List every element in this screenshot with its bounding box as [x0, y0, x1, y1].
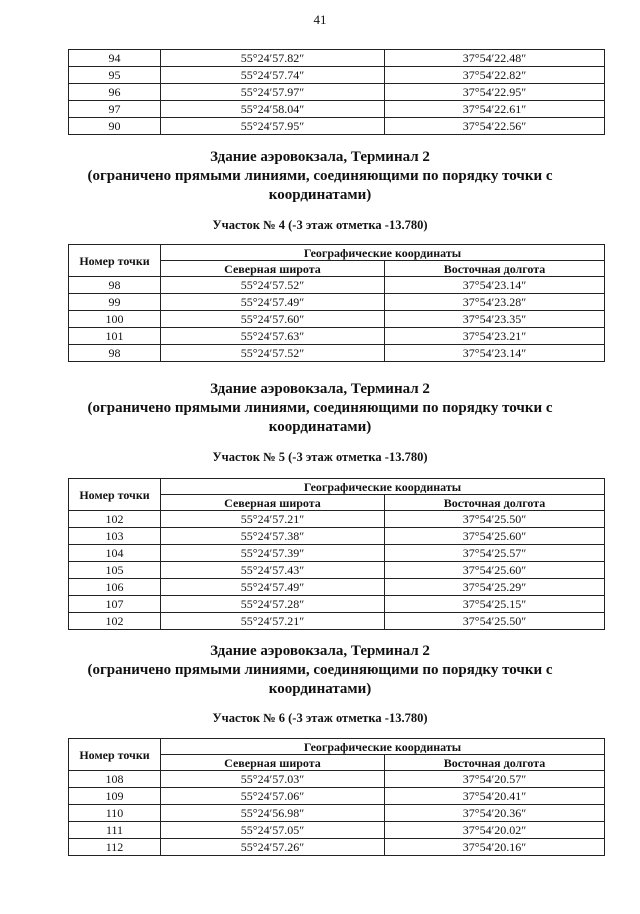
latitude-cell: 55°24′57.95″: [161, 118, 385, 135]
latitude-cell: 55°24′57.21″: [161, 511, 385, 528]
table-row: [69, 596, 605, 613]
heading-line: (ограничено прямыми линиями, соединяющими по порядку точки с: [87, 662, 553, 678]
section-subheading: Участок № 6 (-3 этаж отметка -13.780): [212, 711, 428, 725]
column-header-latitude: Северная широта: [161, 261, 385, 277]
table-row: [69, 101, 605, 118]
latitude-cell: 55°24′57.43″: [161, 562, 385, 579]
table-row: [69, 84, 605, 101]
point-number-cell: 103: [69, 528, 161, 545]
column-header-longitude: Восточная долгота: [385, 261, 605, 277]
column-header-coordinates: Географические координаты: [161, 479, 605, 495]
section-heading: [60, 642, 580, 699]
point-number-cell: 102: [69, 613, 161, 630]
longitude-cell: 37°54′23.14″: [385, 277, 605, 294]
point-number-cell: 95: [69, 67, 161, 84]
longitude-cell: 37°54′25.60″: [385, 562, 605, 579]
longitude-cell: 37°54′22.61″: [385, 101, 605, 118]
point-number-cell: 94: [69, 50, 161, 67]
table-row: [69, 294, 605, 311]
point-number-cell: 112: [69, 839, 161, 856]
latitude-cell: 55°24′57.03″: [161, 771, 385, 788]
latitude-cell: 55°24′57.39″: [161, 545, 385, 562]
latitude-cell: 55°24′57.05″: [161, 822, 385, 839]
table-row: [69, 277, 605, 294]
column-header-longitude: Восточная долгота: [385, 495, 605, 511]
latitude-cell: 55°24′57.52″: [161, 345, 385, 362]
point-number-cell: 97: [69, 101, 161, 118]
longitude-cell: 37°54′20.16″: [385, 839, 605, 856]
section-heading: [60, 148, 580, 205]
column-header-latitude: Северная широта: [161, 755, 385, 771]
point-number-cell: 98: [69, 345, 161, 362]
heading-line: координатами): [268, 419, 372, 435]
table-row: [69, 67, 605, 84]
latitude-cell: 55°24′57.97″: [161, 84, 385, 101]
column-header-coordinates: Географические координаты: [161, 739, 605, 755]
heading-line: Здание аэровокзала, Терминал 2: [210, 381, 430, 397]
latitude-cell: 55°24′57.60″: [161, 311, 385, 328]
table-row: [69, 528, 605, 545]
point-number-cell: 108: [69, 771, 161, 788]
longitude-cell: 37°54′25.29″: [385, 579, 605, 596]
point-number-cell: 109: [69, 788, 161, 805]
continuation-table: [68, 49, 605, 135]
heading-line: Здание аэровокзала, Терминал 2: [210, 643, 430, 659]
point-number-cell: 99: [69, 294, 161, 311]
longitude-cell: 37°54′23.21″: [385, 328, 605, 345]
longitude-cell: 37°54′23.35″: [385, 311, 605, 328]
column-header-point-number: Номер точки: [69, 479, 161, 511]
table-row: [69, 839, 605, 856]
table-row: [69, 822, 605, 839]
heading-line: (ограничено прямыми линиями, соединяющими по порядку точки с: [87, 168, 553, 184]
point-number-cell: 96: [69, 84, 161, 101]
column-header-coordinates: Географические координаты: [161, 245, 605, 261]
point-number-cell: 98: [69, 277, 161, 294]
point-number-cell: 110: [69, 805, 161, 822]
table-row: [69, 788, 605, 805]
point-number-cell: 106: [69, 579, 161, 596]
column-header-longitude: Восточная долгота: [385, 755, 605, 771]
table-row: [69, 50, 605, 67]
table-row: [69, 118, 605, 135]
point-number-cell: 105: [69, 562, 161, 579]
table-row: [69, 328, 605, 345]
latitude-cell: 55°24′57.06″: [161, 788, 385, 805]
longitude-cell: 37°54′20.57″: [385, 771, 605, 788]
longitude-cell: 37°54′20.02″: [385, 822, 605, 839]
longitude-cell: 37°54′25.60″: [385, 528, 605, 545]
heading-line: Здание аэровокзала, Терминал 2: [210, 149, 430, 165]
column-header-latitude: Северная широта: [161, 495, 385, 511]
coordinates-table: [68, 244, 605, 362]
longitude-cell: 37°54′25.57″: [385, 545, 605, 562]
point-number-cell: 101: [69, 328, 161, 345]
latitude-cell: 55°24′57.28″: [161, 596, 385, 613]
longitude-cell: 37°54′23.14″: [385, 345, 605, 362]
longitude-cell: 37°54′22.82″: [385, 67, 605, 84]
section-subheading: Участок № 5 (-3 этаж отметка -13.780): [212, 450, 428, 464]
heading-line: координатами): [268, 187, 372, 203]
latitude-cell: 55°24′56.98″: [161, 805, 385, 822]
coordinates-table: [68, 478, 605, 630]
longitude-cell: 37°54′22.95″: [385, 84, 605, 101]
point-number-cell: 90: [69, 118, 161, 135]
heading-line: координатами): [268, 681, 372, 697]
table-row: [69, 613, 605, 630]
latitude-cell: 55°24′57.63″: [161, 328, 385, 345]
coordinates-table: [68, 738, 605, 856]
latitude-cell: 55°24′57.82″: [161, 50, 385, 67]
point-number-cell: 107: [69, 596, 161, 613]
table-row: [69, 511, 605, 528]
latitude-cell: 55°24′57.38″: [161, 528, 385, 545]
table-row: [69, 579, 605, 596]
table-row: [69, 311, 605, 328]
table-row: [69, 562, 605, 579]
column-header-point-number: Номер точки: [69, 739, 161, 771]
section-subheading: Участок № 4 (-3 этаж отметка -13.780): [212, 218, 428, 232]
longitude-cell: 37°54′25.15″: [385, 596, 605, 613]
latitude-cell: 55°24′57.26″: [161, 839, 385, 856]
latitude-cell: 55°24′57.52″: [161, 277, 385, 294]
longitude-cell: 37°54′23.28″: [385, 294, 605, 311]
longitude-cell: 37°54′20.36″: [385, 805, 605, 822]
latitude-cell: 55°24′57.21″: [161, 613, 385, 630]
latitude-cell: 55°24′57.49″: [161, 579, 385, 596]
longitude-cell: 37°54′25.50″: [385, 511, 605, 528]
point-number-cell: 111: [69, 822, 161, 839]
latitude-cell: 55°24′57.49″: [161, 294, 385, 311]
longitude-cell: 37°54′22.48″: [385, 50, 605, 67]
page-number: 41: [313, 12, 327, 27]
latitude-cell: 55°24′57.74″: [161, 67, 385, 84]
table-row: [69, 771, 605, 788]
section-heading: [60, 380, 580, 437]
heading-line: (ограничено прямыми линиями, соединяющими по порядку точки с: [87, 400, 553, 416]
longitude-cell: 37°54′25.50″: [385, 613, 605, 630]
longitude-cell: 37°54′22.56″: [385, 118, 605, 135]
point-number-cell: 104: [69, 545, 161, 562]
table-row: [69, 805, 605, 822]
point-number-cell: 100: [69, 311, 161, 328]
point-number-cell: 102: [69, 511, 161, 528]
table-row: [69, 545, 605, 562]
column-header-point-number: Номер точки: [69, 245, 161, 277]
longitude-cell: 37°54′20.41″: [385, 788, 605, 805]
latitude-cell: 55°24′58.04″: [161, 101, 385, 118]
table-row: [69, 345, 605, 362]
